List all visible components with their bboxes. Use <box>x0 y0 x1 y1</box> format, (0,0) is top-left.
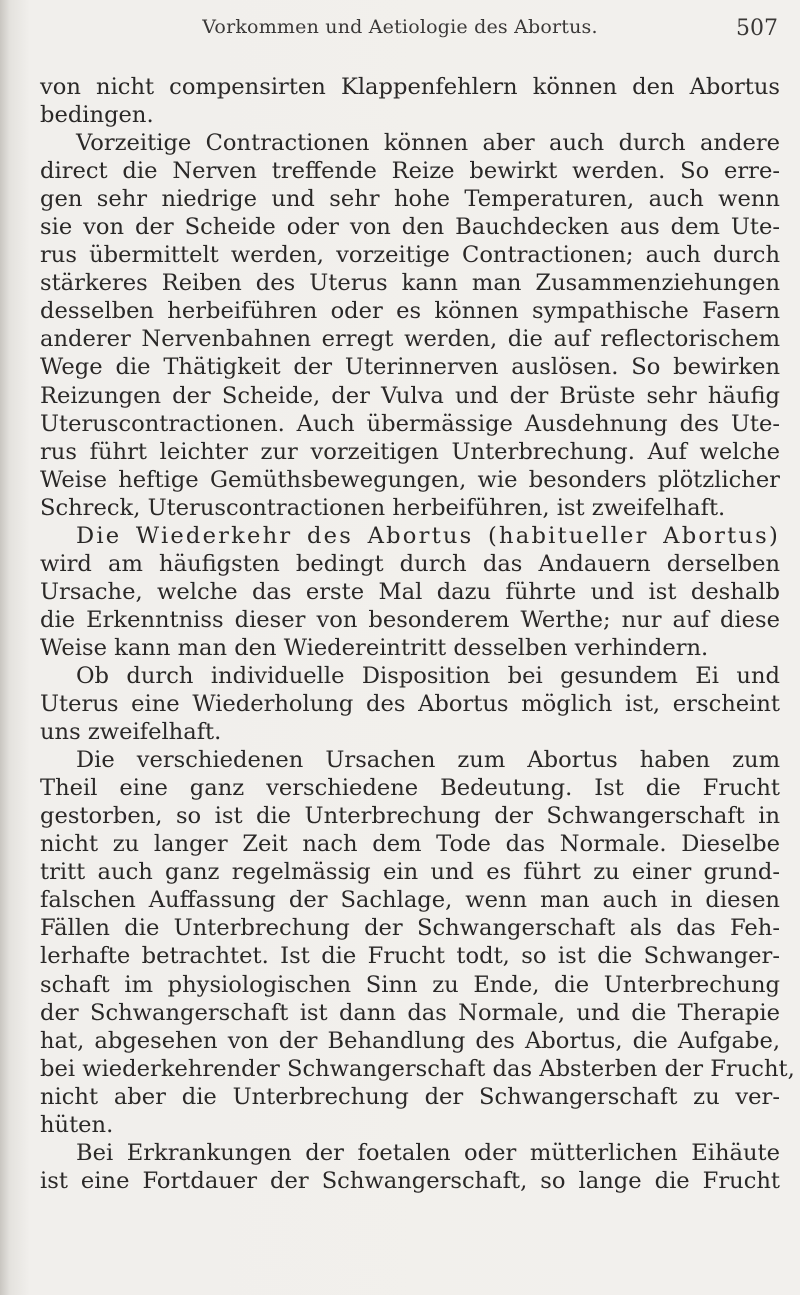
text-line: sie von der Scheide oder von den Bauchdecken aus dem Ute- <box>40 214 780 241</box>
text-line: wird am häufigsten bedingt durch das Andauern derselben <box>40 550 780 577</box>
text-line: stärkeres Reiben des Uterus kann man Zusammenziehungen <box>40 270 780 297</box>
text-line: desselben herbeiführen oder es können sympathische Fasern <box>40 298 780 325</box>
body-text <box>40 73 795 1195</box>
text-line: hüten. <box>40 1111 114 1138</box>
text-line: Bei Erkrankungen der foetalen oder mütterlichen Eihäute <box>76 1139 780 1166</box>
text-line: Weise kann man den Wiedereintritt desselben verhindern. <box>40 634 709 661</box>
text-line: Uteruscontractionen. Auch übermässige Ausdehnung des Ute- <box>40 410 780 437</box>
page-header <box>0 16 800 46</box>
text-line: Vorzeitige Contractionen können aber auch durch andere <box>76 130 780 157</box>
text-line: Schreck, Uteruscontractionen herbeiführen, ist zweifelhaft. <box>40 494 726 521</box>
text-line: Die Wiederkehr des Abortus (habitueller Abortus) <box>76 522 780 549</box>
text-line: uns zweifelhaft. <box>40 719 222 746</box>
text-line: Ob durch individuelle Disposition bei gesundem Ei und <box>76 662 780 689</box>
text-line: Ursache, welche das erste Mal dazu führte und ist deshalb <box>40 578 780 605</box>
text-line: gen sehr niedrige und sehr hohe Temperaturen, auch wenn <box>40 186 780 213</box>
text-line: Fällen die Unterbrechung der Schwangerschaft als das Feh- <box>40 915 780 942</box>
text-line: Reizungen der Scheide, der Vulva und der Brüste sehr häufig <box>40 382 780 409</box>
text-line: gestorben, so ist die Unterbrechung der Schwangerschaft in <box>40 803 780 830</box>
text-line: der Schwangerschaft ist dann das Normale, und die Therapie <box>40 999 780 1026</box>
text-line: rus übermittelt werden, vorzeitige Contractionen; auch durch <box>40 242 780 269</box>
text-line: schaft im physiologischen Sinn zu Ende, die Unterbrechung <box>40 971 780 998</box>
text-line: nicht zu langer Zeit nach dem Tode das Normale. Dieselbe <box>40 831 780 858</box>
page-number: 507 <box>736 16 778 41</box>
text-line: lerhafte betrachtet. Ist die Frucht todt, so ist die Schwanger- <box>40 943 780 970</box>
text-line: falschen Auffassung der Sachlage, wenn man auch in diesen <box>40 887 780 914</box>
text-line: bedingen. <box>40 102 154 129</box>
text-line: Theil eine ganz verschiedene Bedeutung. Ist die Frucht <box>40 775 780 802</box>
text-line: ist eine Fortdauer der Schwangerschaft, so lange die Frucht <box>40 1167 780 1194</box>
text-line: bei wiederkehrender Schwangerschaft das Absterben der Frucht, <box>40 1055 795 1082</box>
text-line: Uterus eine Wiederholung des Abortus möglich ist, erscheint <box>40 691 780 718</box>
text-line: anderer Nervenbahnen erregt werden, die auf reflectorischem <box>40 326 780 353</box>
text-line: Die verschiedenen Ursachen zum Abortus haben zum <box>76 747 780 774</box>
text-line: Weise heftige Gemüthsbewegungen, wie besonders plötzlicher <box>40 466 780 493</box>
text-line: tritt auch ganz regelmässig ein und es führt zu einer grund- <box>40 859 780 886</box>
text-line: die Erkenntniss dieser von besonderem Werthe; nur auf diese <box>40 606 780 633</box>
text-line: von nicht compensirten Klappenfehlern können den Abortus <box>40 74 780 100</box>
running-head: Vorkommen und Aetiologie des Abortus. <box>202 16 598 38</box>
text-line: Wege die Thätigkeit der Uterinnerven auslösen. So bewirken <box>40 354 780 381</box>
text-line: nicht aber die Unterbrechung der Schwangerschaft zu ver- <box>40 1083 780 1110</box>
text-line: rus führt leichter zur vorzeitigen Unterbrechung. Auf welche <box>40 438 780 465</box>
text-line: direct die Nerven treffende Reize bewirkt werden. So erre- <box>40 158 780 185</box>
text-line: hat, abgesehen von der Behandlung des Abortus, die Aufgabe, <box>40 1027 780 1054</box>
